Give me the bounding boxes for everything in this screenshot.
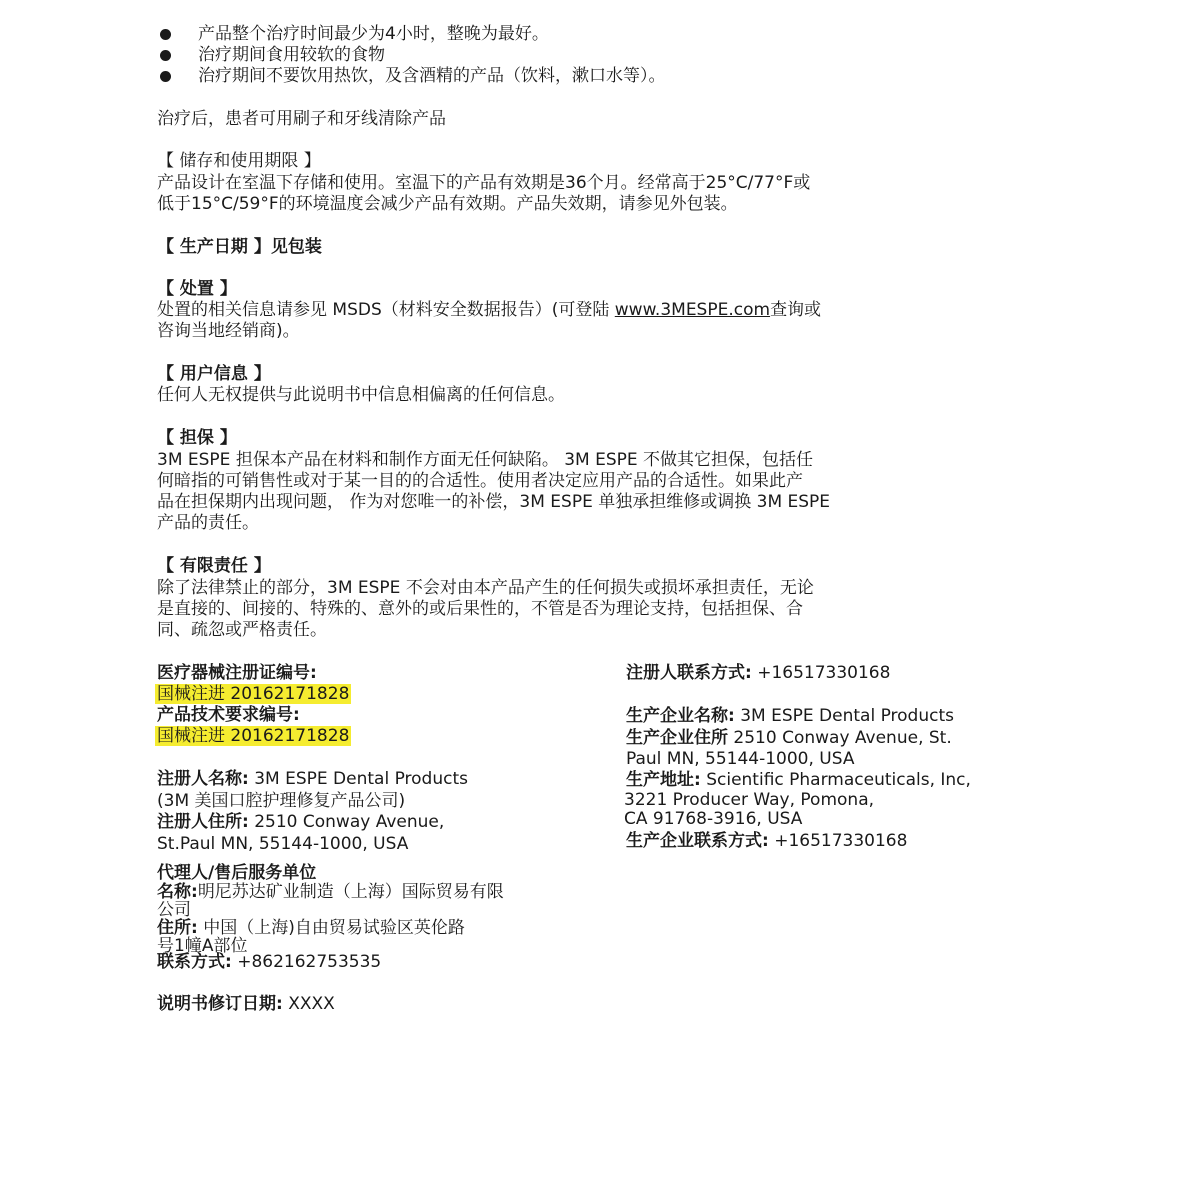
registrant-name-cn: (3M 美国口腔护理修复产品公司) bbox=[157, 791, 406, 811]
agent-name-label: 名称: bbox=[157, 882, 198, 902]
disposal-line bbox=[157, 300, 821, 321]
disposal-line-2: 咨询当地经销商)。 bbox=[157, 321, 300, 341]
agent-heading: 代理人/售后服务单位 bbox=[157, 863, 317, 883]
revision-date bbox=[157, 994, 335, 1015]
user-info-line: 任何人无权提供与此说明书中信息相偏离的任何信息。 bbox=[157, 385, 565, 405]
mfr-addr-value: 2510 Conway Avenue, St. bbox=[728, 728, 952, 748]
mfr-name-value: 3M ESPE Dental Products bbox=[734, 706, 954, 726]
bullet-icon bbox=[160, 29, 171, 40]
liability-line: 同、疏忽或严格责任。 bbox=[157, 620, 327, 640]
storage-heading: 【 储存和使用期限 】 bbox=[157, 151, 321, 171]
agent-contact-label: 联系方式: bbox=[157, 952, 232, 972]
user-info-heading: 【 用户信息 】 bbox=[157, 364, 271, 384]
production-address-line3: CA 91768-3916, USA bbox=[624, 809, 803, 829]
manufacturer-name bbox=[626, 706, 954, 727]
warranty-line: 3M ESPE 担保本产品在材料和制作方面无任何缺陷。 3M ESPE 不做其它担保，包括任 bbox=[157, 450, 814, 470]
warranty-line: 产品的责任。 bbox=[157, 513, 259, 533]
reg-cert-label: 医疗器械注册证编号: bbox=[157, 663, 317, 683]
storage-line: 低于15°C/59°F的环境温度会减少产品有效期。产品失效期，请参见外包装。 bbox=[157, 194, 738, 214]
warranty-line: 何暗指的可销售性或对于某一目的的合适性。使用者决定应用产品的合适性。如果此产 bbox=[157, 471, 803, 491]
warranty-line: 品在担保期内出现问题， 作为对您唯一的补偿，3M ESPE 单独承担维修或调换 3M ESPE bbox=[157, 492, 831, 512]
registrant-address bbox=[157, 812, 444, 833]
registrant-addr-value: 2510 Conway Avenue, bbox=[248, 812, 445, 832]
manufacturer-address-line2: Paul MN, 55144-1000, USA bbox=[626, 749, 855, 769]
disposal-text-post: 查询或 bbox=[770, 300, 822, 320]
agent-address-line2: 号1幢A部位 bbox=[157, 936, 248, 956]
liability-line: 除了法律禁止的部分，3M ESPE 不会对由本产品产生的任何损失或损坏承担责任，无论 bbox=[157, 578, 814, 598]
manufacturer-contact bbox=[626, 831, 907, 852]
revision-label: 说明书修订日期: bbox=[157, 994, 283, 1014]
storage-line: 产品设计在室温下存储和使用。室温下的产品有效期是36个月。经常高于25°C/77°F或 bbox=[157, 173, 811, 193]
warranty-heading: 【 担保 】 bbox=[157, 428, 237, 448]
mfr-name-label: 生产企业名称: bbox=[626, 706, 735, 726]
agent-addr-value: 中国（上海)自由贸易试验区英伦路 bbox=[197, 918, 465, 938]
bullet-text: 治疗期间不要饮用热饮，及含酒精的产品（饮料，漱口水等）。 bbox=[198, 66, 666, 86]
prod-addr-value: Scientific Pharmaceuticals, Inc, bbox=[700, 770, 971, 790]
tech-req-value bbox=[155, 726, 351, 747]
production-address bbox=[626, 770, 971, 791]
highlighted-reg-cert: 国械注进 20162171828 bbox=[157, 684, 350, 704]
agent-addr-label: 住所: bbox=[157, 918, 198, 938]
registrant-addr-label: 注册人住所: bbox=[157, 812, 249, 832]
production-date: 【 生产日期 】见包装 bbox=[157, 237, 322, 257]
mfr-contact-label: 生产企业联系方式: bbox=[626, 831, 769, 851]
agent-contact bbox=[157, 952, 381, 973]
revision-value: XXXX bbox=[282, 994, 335, 1014]
after-treatment-text: 治疗后，患者可用刷子和牙线清除产品 bbox=[157, 109, 446, 129]
registrant-name-value: 3M ESPE Dental Products bbox=[248, 769, 468, 789]
bullet-icon bbox=[160, 50, 171, 61]
prod-addr-label: 生产地址: bbox=[626, 770, 701, 790]
disposal-heading: 【 处置 】 bbox=[157, 279, 237, 299]
highlighted-tech-req: 国械注进 20162171828 bbox=[157, 726, 350, 746]
website-link[interactable]: www.3MESPE.com bbox=[614, 300, 771, 320]
disposal-text-pre: 处置的相关信息请参见 MSDS（材料安全数据报告）(可登陆 bbox=[157, 300, 615, 320]
tech-req-label: 产品技术要求编号: bbox=[157, 705, 300, 725]
production-address-line2: 3221 Producer Way, Pomona, bbox=[624, 790, 875, 810]
reg-cert-value bbox=[155, 684, 351, 705]
agent-contact-value: +862162753535 bbox=[231, 952, 382, 972]
liability-line: 是直接的、间接的、特殊的、意外的或后果性的，不管是否为理论支持，包括担保、合 bbox=[157, 599, 803, 619]
agent-name-line2: 公司 bbox=[157, 900, 191, 920]
reg-contact-label: 注册人联系方式: bbox=[626, 663, 752, 683]
bullet-text: 治疗期间食用较软的食物 bbox=[198, 45, 385, 65]
liability-heading: 【 有限责任 】 bbox=[157, 556, 271, 576]
bullet-text: 产品整个治疗时间最少为4小时，整晚为最好。 bbox=[198, 24, 549, 44]
registrant-name bbox=[157, 769, 468, 790]
registrant-name-label: 注册人名称: bbox=[157, 769, 249, 789]
mfr-contact-value: +16517330168 bbox=[768, 831, 908, 851]
reg-contact-value: +16517330168 bbox=[751, 663, 891, 683]
agent-name bbox=[157, 882, 504, 903]
registrant-address-line2: St.Paul MN, 55144-1000, USA bbox=[157, 834, 409, 854]
manufacturer-address bbox=[626, 728, 952, 749]
mfr-addr-label: 生产企业住所 bbox=[626, 728, 728, 748]
registrant-contact bbox=[626, 663, 890, 684]
bullet-icon bbox=[160, 71, 171, 82]
agent-name-value: 明尼苏达矿业制造（上海）国际贸易有限 bbox=[197, 882, 504, 902]
